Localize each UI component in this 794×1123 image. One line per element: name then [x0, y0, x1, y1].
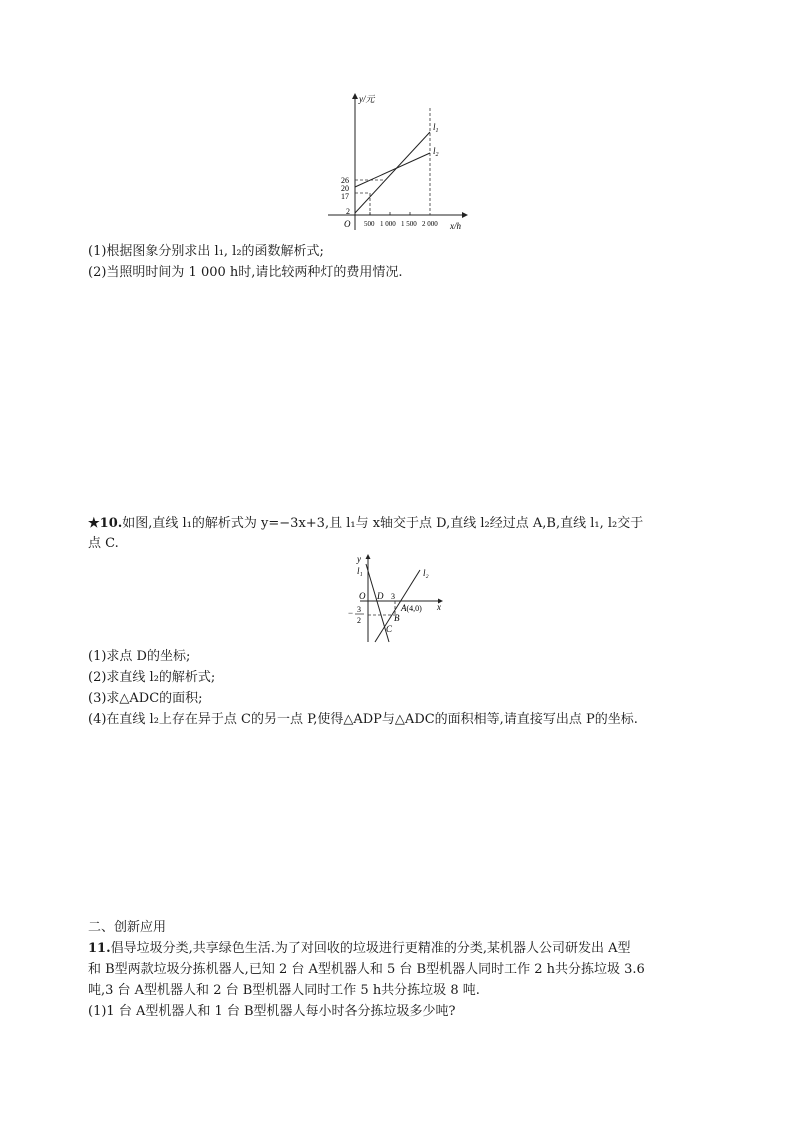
x-tick-label-500: 500	[364, 220, 375, 228]
y-axis-arrow	[352, 93, 358, 99]
line-intersection-figure	[340, 552, 450, 644]
x-tick-label-1000: 1 000	[380, 220, 396, 228]
minus-sign: −	[348, 608, 354, 618]
point-C-label: C	[386, 624, 393, 634]
q10-stem: 如图,直线 l₁的解析式为 y=−3x+3,且 l₁与 x轴交于点 D,直线 l₂经过点 A,B,直线 l₁, l₂交于	[122, 516, 644, 531]
y-axis-arrow	[366, 554, 371, 559]
x-axis-arrow	[462, 212, 468, 218]
fraction-numerator: 3	[357, 605, 361, 614]
point-B-label: B	[394, 613, 400, 623]
y-tick-17: 17	[341, 192, 349, 201]
tick-3-label: 3	[391, 592, 395, 601]
q10-part2: (2)求直线 l₂的解析式;	[88, 670, 216, 685]
q11-stem: 倡导垃圾分类,共享绿色生活.为了对回收的垃圾进行更精准的分类,某机器人公司研发出 A型	[110, 941, 631, 956]
y-tick-20: 20	[341, 184, 349, 193]
line-l2-label: $l_2$	[433, 146, 439, 158]
q10-part1: (1)求点 D的坐标;	[88, 649, 191, 664]
q9-part2: (2)当照明时间为 1 000 h时,请比较两种灯的费用情况.	[88, 265, 403, 280]
line-l1-label: $l_1$	[433, 122, 439, 134]
q11-line2: 和 B型两款垃圾分拣机器人,已知 2 台 A型机器人和 5 台 B型机器人同时工作 2 h共分拣垃圾 3.6	[88, 962, 645, 977]
q10-line1	[88, 514, 643, 534]
line-l2-label: l₂	[423, 568, 429, 578]
x-axis-label: x	[437, 602, 441, 612]
q11-line3: 吨,3 台 A型机器人和 2 台 B型机器人同时工作 5 h共分拣垃圾 8 吨.	[88, 983, 480, 998]
cost-graph-figure	[322, 90, 472, 235]
q10-part4: (4)在直线 l₂上存在异于点 C的另一点 P,使得△ADP与△ADC的面积相等,请直接写出点 P的坐标.	[88, 712, 638, 727]
x-tick-label-1500: 1 500	[401, 220, 417, 228]
line-l2	[355, 153, 430, 187]
y-tick-26: 26	[341, 176, 349, 185]
y-axis-label: y	[357, 554, 361, 564]
x-tick-label-2000: 2 000	[422, 220, 438, 228]
fraction-denominator: 2	[357, 616, 361, 625]
q10-part3: (3)求△ADC的面积;	[88, 691, 203, 706]
q11-line1	[88, 939, 631, 959]
q11-part1: (1)1 台 A型机器人和 1 台 B型机器人每小时各分拣垃圾多少吨?	[88, 1004, 456, 1019]
line-l1	[355, 132, 430, 213]
origin-label: O	[359, 591, 366, 601]
q10-line2: 点 C.	[88, 536, 119, 551]
x-axis-label: x/h	[450, 221, 461, 231]
q10-number: ★10.	[88, 516, 123, 531]
origin-label: O	[344, 219, 351, 229]
q11-number: 11.	[88, 941, 111, 956]
q9-part1: (1)根据图象分别求出 l₁, l₂的函数解析式;	[88, 244, 324, 259]
section-title: 二、创新应用	[88, 920, 167, 935]
point-D-label: D	[377, 591, 384, 601]
line-l1-label: l₁	[357, 566, 363, 576]
y-tick-2: 2	[346, 207, 350, 216]
point-A-label: A(4,0)	[401, 603, 422, 613]
y-axis-label: y/元	[359, 94, 375, 104]
